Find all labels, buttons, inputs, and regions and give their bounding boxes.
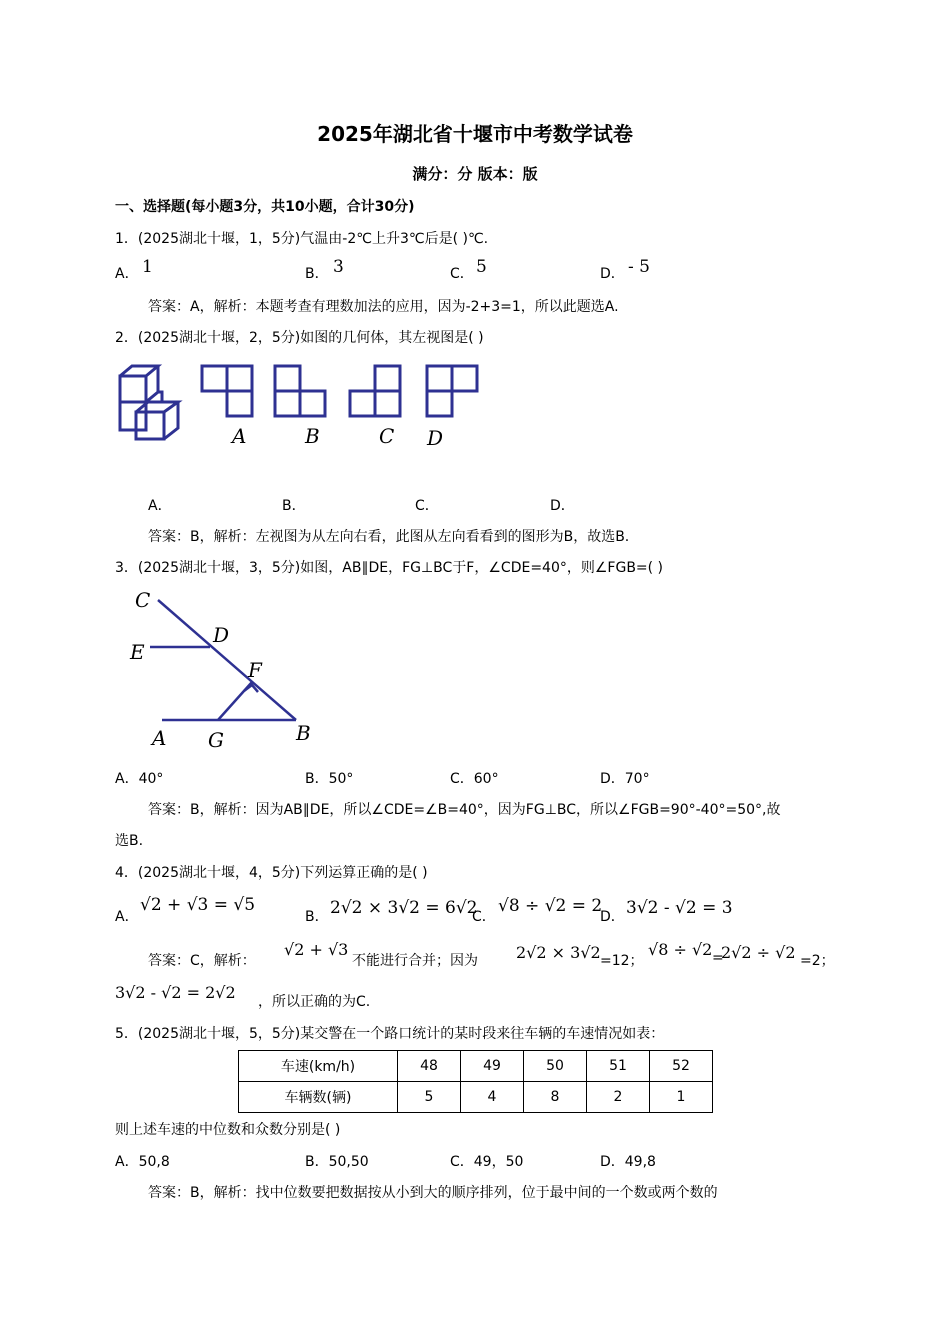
table-cell: 1 (650, 1082, 713, 1113)
q3-option-a: A．40° (115, 771, 164, 787)
table-cell: 4 (461, 1082, 524, 1113)
q4-answer-expr1: √2 + √3 (284, 940, 349, 959)
q4-answer-expr5: 3√2 - √2 = 2√2 (115, 983, 236, 1002)
fig-label-c: C (135, 588, 151, 612)
q5-answer: 答案：B，解析：找中位数要把数据按从小到大的顺序排列，位于最中间的一个数或两个数的 (148, 1185, 718, 1201)
page-title: 2025年湖北省十堰市中考数学试卷 (317, 122, 633, 146)
view-b (275, 366, 325, 416)
fig-label-b: B (305, 424, 320, 448)
q3-answer-line2: 选B. (115, 833, 144, 849)
fig-label-d: D (213, 623, 230, 647)
q4-option-c: C． (472, 909, 496, 925)
q1-stem: 1．(2025湖北十堰，1，5分)气温由-2℃上升3℃后是( )℃. (115, 231, 489, 247)
table-row (239, 1051, 713, 1082)
q3-answer-line1: 答案：B，解析：因为AB∥DE，所以∠CDE=∠B=40°，因为FG⊥BC，所以∠FGB=90°-40°=50°,故 (148, 802, 781, 818)
table-cell: 车辆数(辆) (239, 1082, 398, 1113)
q3-option-b: B．50° (305, 771, 354, 787)
table-cell: 2 (587, 1082, 650, 1113)
q1-option-d: D． (600, 266, 625, 282)
q5-option-a: A．50,8 (115, 1154, 170, 1170)
q5-question: 则上述车速的中位数和众数分别是( ) (115, 1122, 341, 1138)
fig-label-d: D (427, 426, 444, 450)
section-heading: 一、选择题(每小题3分，共10小题，合计30分) (115, 199, 415, 215)
q5-option-d: D．49,8 (600, 1154, 656, 1170)
q4-option-a: A． (115, 909, 139, 925)
q4-answer-tail: ，所以正确的为C. (258, 994, 371, 1010)
q4-answer-expr4: 2√2 ÷ √2 (721, 943, 796, 962)
q1-value-b: 3 (333, 257, 344, 277)
q2-option-a: A． (148, 498, 172, 514)
fig-label-e: E (130, 640, 145, 664)
view-d (427, 366, 477, 416)
q1-answer: 答案：A，解析：本题考查有理数加法的应用，因为-2+3=1，所以此题选A. (148, 299, 619, 315)
table-cell: 车速(km/h) (239, 1051, 398, 1082)
q5-option-b: B．50,50 (305, 1154, 369, 1170)
table-cell: 49 (461, 1051, 524, 1082)
q1-option-c: C． (450, 266, 474, 282)
table-row (239, 1082, 713, 1113)
table-cell: 8 (524, 1082, 587, 1113)
q4-expr-c: √8 ÷ √2 = 2 (498, 896, 603, 916)
q3-stem: 3．(2025湖北十堰，3，5分)如图，AB∥DE，FG⊥BC于F，∠CDE=40°，则∠FGB=( ) (115, 560, 664, 576)
q4-answer-part1: 不能进行合并；因为 (352, 953, 478, 969)
table-cell: 48 (398, 1051, 461, 1082)
q4-answer-expr3: √8 ÷ √2 (648, 940, 713, 959)
q4-answer-prefix: 答案：C，解析： (148, 953, 256, 969)
q1-value-c: 5 (476, 257, 487, 277)
q2-figure (112, 358, 492, 453)
table-cell: 52 (650, 1051, 713, 1082)
q4-answer-part2: =12； (600, 953, 644, 969)
fig-label-f: F (248, 658, 262, 682)
q4-answer-part4: =2； (800, 953, 835, 969)
solid-figure (120, 366, 178, 439)
speed-table (238, 1050, 713, 1113)
q4-expr-d: 3√2 - √2 = 3 (626, 898, 733, 918)
q1-option-b: B． (305, 266, 329, 282)
fig-label-a: A (232, 424, 247, 448)
fig-label-b: B (296, 721, 311, 745)
q2-option-c: C． (415, 498, 439, 514)
view-a (202, 366, 252, 416)
fig-label-c: C (379, 424, 395, 448)
q5-stem: 5．(2025湖北十堰，5，5分)某交警在一个路口统计的某时段来往车辆的车速情况如表： (115, 1026, 665, 1042)
q4-option-b: B． (305, 909, 329, 925)
fig-label-g: G (208, 728, 224, 752)
q2-stem: 2．(2025湖北十堰，2，5分)如图的几何体，其左视图是( ) (115, 330, 484, 346)
q2-option-d: D． (550, 498, 575, 514)
q5-option-c: C．49，50 (450, 1154, 524, 1170)
q1-value-a: 1 (142, 257, 153, 277)
q4-expr-b: 2√2 × 3√2 = 6√2 (330, 898, 478, 918)
q1-value-d: - 5 (628, 257, 650, 277)
q3-option-d: D．70° (600, 771, 650, 787)
q1-option-a: A． (115, 266, 139, 282)
table-cell: 50 (524, 1051, 587, 1082)
q4-option-d: D． (600, 909, 625, 925)
view-c (350, 366, 400, 416)
page-subtitle: 满分：分 版本：版 (412, 165, 538, 183)
q4-expr-a: √2 + √3 = √5 (140, 895, 256, 915)
table-cell: 5 (398, 1082, 461, 1113)
q3-figure (120, 585, 330, 755)
q4-answer-expr2: 2√2 × 3√2 (516, 943, 601, 962)
q4-answer-part3: = (712, 950, 724, 966)
q4-stem: 4．(2025湖北十堰，4，5分)下列运算正确的是( ) (115, 865, 428, 881)
q2-answer: 答案：B，解析：左视图为从左向右看，此图从左向看看到的图形为B，故选B. (148, 529, 630, 545)
table-cell: 51 (587, 1051, 650, 1082)
fig-label-a: A (152, 726, 167, 750)
q2-option-b: B． (282, 498, 306, 514)
q3-option-c: C．60° (450, 771, 499, 787)
